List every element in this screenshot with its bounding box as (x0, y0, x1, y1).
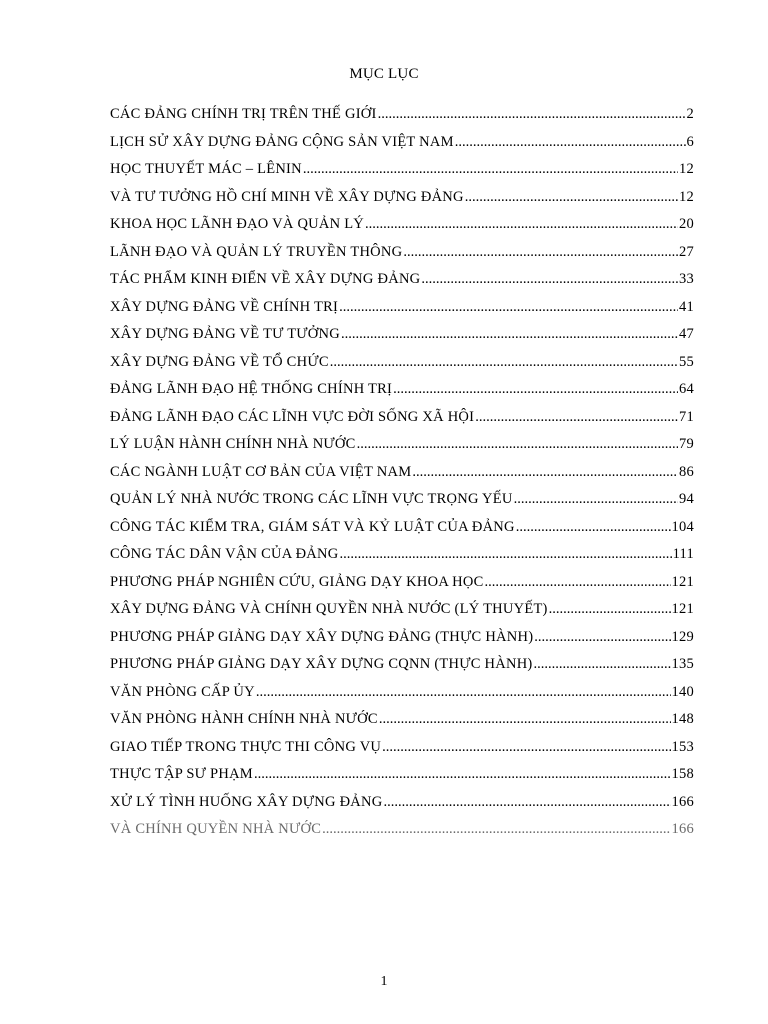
table-of-contents (110, 106, 694, 849)
toc-entry[interactable] (110, 271, 694, 299)
toc-leader-dots (534, 629, 670, 646)
toc-entry-label: KHOA HỌC LÃNH ĐẠO VÀ QUẢN LÝ (110, 216, 365, 232)
toc-entry-label: PHƯƠNG PHÁP GIẢNG DẠY XÂY DỰNG CQNN (THỰC HÀNH) (110, 656, 533, 672)
toc-entry-page: 94 (679, 491, 694, 507)
toc-entry-label: ĐẢNG LÃNH ĐẠO CÁC LĨNH VỰC ĐỜI SỐNG XÃ HỘI (110, 408, 475, 425)
toc-entry[interactable] (110, 519, 694, 547)
toc-entry-page: 158 (671, 766, 694, 782)
toc-entry[interactable] (110, 436, 694, 464)
toc-entry-page: 41 (679, 298, 694, 315)
toc-entry-label: HỌC THUYẾT MÁC – LÊNIN (110, 161, 302, 177)
toc-entry-label: VÀ TƯ TƯỞNG HỒ CHÍ MINH VỀ XÂY DỰNG ĐẢNG (110, 188, 464, 205)
toc-leader-dots (475, 409, 678, 426)
toc-entry-page: 12 (679, 161, 694, 177)
toc-entry[interactable] (110, 326, 694, 354)
toc-entry[interactable] (110, 354, 694, 382)
toc-entry[interactable] (110, 739, 694, 767)
toc-leader-dots (322, 821, 670, 838)
toc-entry-label: XỬ LÝ TÌNH HUỐNG XÂY DỰNG ĐẢNG (110, 793, 383, 810)
toc-entry[interactable] (110, 299, 694, 327)
toc-entry-label: CÁC ĐẢNG CHÍNH TRỊ TRÊN THẾ GIỚI (110, 106, 377, 122)
toc-entry-page: 166 (671, 793, 694, 810)
toc-leader-dots (365, 216, 678, 233)
toc-leader-dots (256, 684, 671, 701)
toc-entry-label: VĂN PHÒNG CẤP ỦY (110, 683, 255, 700)
toc-leader-dots (330, 354, 678, 371)
toc-entry[interactable] (110, 684, 694, 712)
toc-entry-label: QUẢN LÝ NHÀ NƯỚC TRONG CÁC LĨNH VỰC TRỌNG YẾU (110, 491, 513, 507)
toc-entry-label: CÔNG TÁC KIỂM TRA, GIÁM SÁT VÀ KỶ LUẬT CỦA ĐẢNG (110, 518, 515, 535)
toc-entry-page: 55 (679, 353, 694, 370)
toc-leader-dots (382, 739, 670, 756)
toc-entry-page: 148 (671, 711, 694, 727)
toc-leader-dots (383, 794, 670, 811)
toc-entry-label: XÂY DỰNG ĐẢNG VÀ CHÍNH QUYỀN NHÀ NƯỚC (LÝ THUYẾT) (110, 601, 548, 617)
toc-entry-page: 6 (686, 133, 694, 150)
toc-entry-label: ĐẢNG LÃNH ĐẠO HỆ THỐNG CHÍNH TRỊ (110, 381, 393, 397)
toc-entry[interactable] (110, 656, 694, 684)
toc-entry-page: 129 (671, 628, 694, 645)
toc-entry-page: 135 (671, 656, 694, 672)
toc-entry[interactable] (110, 711, 694, 739)
toc-leader-dots (378, 106, 686, 123)
toc-entry-page: 47 (679, 326, 694, 342)
toc-entry-label: VĂN PHÒNG HÀNH CHÍNH NHÀ NƯỚC (110, 711, 378, 727)
toc-leader-dots (303, 161, 678, 178)
toc-entry[interactable] (110, 381, 694, 409)
toc-entry-label: VÀ CHÍNH QUYỀN NHÀ NƯỚC (110, 821, 322, 837)
toc-leader-dots (393, 381, 678, 398)
toc-entry-page: 104 (671, 518, 694, 535)
toc-leader-dots (534, 656, 671, 673)
toc-entry-label: THỰC TẬP SƯ PHẠM (110, 766, 253, 782)
toc-entry-label: PHƯƠNG PHÁP GIẢNG DẠY XÂY DỰNG ĐẢNG (THỰC HÀNH) (110, 628, 534, 645)
toc-entry-label: CÁC NGÀNH LUẬT CƠ BẢN CỦA VIỆT NAM (110, 463, 412, 480)
toc-entry[interactable] (110, 244, 694, 272)
toc-entry[interactable] (110, 161, 694, 189)
toc-leader-dots (516, 519, 671, 536)
toc-entry-page: 153 (671, 738, 694, 755)
toc-entry[interactable] (110, 216, 694, 244)
toc-entry[interactable] (110, 601, 694, 629)
toc-leader-dots (549, 601, 671, 618)
toc-entry-label: XÂY DỰNG ĐẢNG VỀ TƯ TƯỞNG (110, 326, 340, 342)
toc-leader-dots (465, 189, 678, 206)
toc-entry-label: PHƯƠNG PHÁP NGHIÊN CỨU, GIẢNG DẠY KHOA HỌC (110, 573, 484, 590)
toc-entry-label: GIAO TIẾP TRONG THỰC THI CÔNG VỤ (110, 738, 382, 755)
toc-entry-page: 33 (679, 271, 694, 287)
toc-entry-label: TÁC PHẨM KINH ĐIỂN VỀ XÂY DỰNG ĐẢNG (110, 271, 421, 287)
footer-page-number: 1 (380, 974, 388, 989)
toc-leader-dots (339, 546, 671, 563)
toc-entry[interactable] (110, 821, 694, 849)
toc-entry-page: 64 (679, 381, 694, 397)
toc-leader-dots (357, 436, 678, 453)
toc-entry-page: 121 (671, 601, 694, 617)
toc-entry-page: 71 (679, 408, 694, 425)
toc-entry-page: 121 (671, 573, 694, 590)
toc-leader-dots (379, 711, 671, 728)
toc-entry-page: 140 (671, 683, 694, 700)
toc-entry[interactable] (110, 409, 694, 437)
toc-entry-label: LỊCH SỬ XÂY DỰNG ĐẢNG CỘNG SẢN VIỆT NAM (110, 133, 454, 150)
toc-entry-label: LÝ LUẬN HÀNH CHÍNH NHÀ NƯỚC (110, 436, 356, 452)
toc-entry[interactable] (110, 491, 694, 519)
toc-entry[interactable] (110, 574, 694, 602)
toc-leader-dots (339, 299, 678, 316)
toc-entry[interactable] (110, 794, 694, 822)
toc-entry-label: LÃNH ĐẠO VÀ QUẢN LÝ TRUYỀN THÔNG (110, 243, 403, 260)
toc-entry[interactable] (110, 766, 694, 794)
toc-entry-page: 12 (679, 188, 694, 205)
toc-leader-dots (403, 244, 678, 261)
toc-entry-page: 111 (672, 546, 694, 562)
toc-entry-page: 86 (679, 463, 694, 480)
toc-entry[interactable] (110, 629, 694, 657)
toc-entry-page: 20 (679, 216, 694, 232)
toc-entry[interactable] (110, 189, 694, 217)
toc-entry[interactable] (110, 106, 694, 134)
toc-entry[interactable] (110, 134, 694, 162)
toc-entry-label: XÂY DỰNG ĐẢNG VỀ TỔ CHỨC (110, 353, 329, 370)
toc-leader-dots (254, 766, 671, 783)
toc-entry-page: 2 (686, 106, 694, 122)
page-title: MỤC LỤC (349, 66, 419, 82)
toc-entry-label: CÔNG TÁC DÂN VẬN CỦA ĐẢNG (110, 546, 339, 562)
toc-leader-dots (514, 491, 678, 508)
toc-leader-dots (455, 134, 686, 151)
toc-entry[interactable] (110, 464, 694, 492)
toc-entry[interactable] (110, 546, 694, 574)
toc-entry-page: 27 (679, 243, 694, 260)
toc-leader-dots (485, 574, 671, 591)
toc-leader-dots (341, 326, 678, 343)
toc-entry-label: XÂY DỰNG ĐẢNG VỀ CHÍNH TRỊ (110, 298, 339, 315)
toc-leader-dots (412, 464, 678, 481)
toc-entry-page: 166 (671, 821, 694, 837)
toc-entry-page: 79 (679, 436, 694, 452)
toc-leader-dots (421, 271, 678, 288)
